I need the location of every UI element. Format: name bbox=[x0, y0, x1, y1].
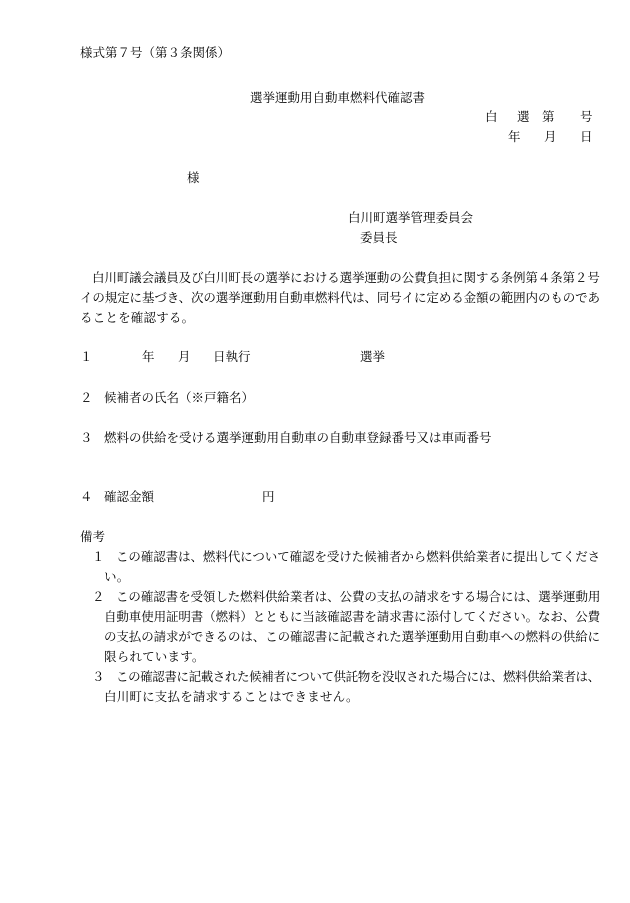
item-2-number: ２ bbox=[80, 390, 93, 405]
remark-line: この確認書を受領した燃料供給業者は、公費の支払の請求をする場合には、選挙運動用 bbox=[116, 589, 601, 604]
remark-line: の支払の請求ができるのは、この確認書に記載された選挙運動用自動車への燃料の供給に bbox=[104, 629, 601, 644]
remarks-heading: 備考 bbox=[80, 529, 106, 544]
item-1-number: １ bbox=[80, 349, 93, 364]
doc-number-sen: 選 bbox=[517, 109, 530, 124]
remark-2-number: ２ bbox=[92, 589, 105, 604]
item-4-number: ４ bbox=[80, 489, 93, 504]
doc-number-go: 号 bbox=[580, 109, 593, 124]
item-3-number: ３ bbox=[80, 430, 93, 445]
item-2-label: 候補者の氏名（※戸籍名） bbox=[104, 390, 255, 405]
remark-line: 白川町に支払を請求することはできません。 bbox=[104, 689, 359, 704]
date-month: 月 bbox=[544, 129, 557, 144]
item-1-election: 選挙 bbox=[360, 349, 386, 364]
remark-line: この確認書は、燃料代について確認を受けた候補者から燃料供給業者に提出してくださ bbox=[116, 549, 601, 564]
item-1-year: 年 bbox=[142, 349, 155, 364]
remark-line: い。 bbox=[104, 569, 130, 584]
remark-line: 自動車使用証明書（燃料）とともに当該確認書を請求書に添付してください。なお、公費 bbox=[104, 609, 601, 624]
doc-number-prefix: 白 bbox=[485, 109, 498, 124]
doc-number-dai: 第 bbox=[542, 109, 555, 124]
body-line: イの規定に基づき、次の選挙運動用自動車燃料代は、同号イに定める金額の範囲内のものであ bbox=[80, 290, 600, 305]
form-number: 様式第７号（第３条関係） bbox=[80, 45, 231, 60]
remark-line: この確認書に記載された候補者について供託物を没収された場合には、燃料供給業者は、 bbox=[116, 669, 600, 684]
date-year: 年 bbox=[508, 129, 521, 144]
date-day: 日 bbox=[580, 129, 593, 144]
issuer-title: 委員長 bbox=[360, 230, 398, 245]
remark-line: 限られています。 bbox=[104, 649, 205, 664]
item-4-unit: 円 bbox=[262, 489, 275, 504]
remark-3-number: ３ bbox=[92, 669, 105, 684]
body-line: ることを確認する。 bbox=[80, 310, 195, 325]
addressee-suffix: 様 bbox=[187, 170, 200, 185]
item-3-label: 燃料の供給を受ける選挙運動用自動車の自動車登録番号又は車両番号 bbox=[104, 430, 492, 445]
remark-1-number: １ bbox=[92, 549, 105, 564]
issuer-org: 白川町選挙管理委員会 bbox=[348, 210, 474, 225]
item-1-day-exec: 日執行 bbox=[213, 349, 251, 364]
item-1-month: 月 bbox=[178, 349, 191, 364]
item-4-label: 確認金額 bbox=[104, 489, 155, 504]
document-title: 選挙運動用自動車燃料代確認書 bbox=[250, 90, 426, 105]
body-line: 白川町議会議員及び白川町長の選挙における選挙運動の公費負担に関する条例第４条第２号 bbox=[92, 270, 600, 285]
